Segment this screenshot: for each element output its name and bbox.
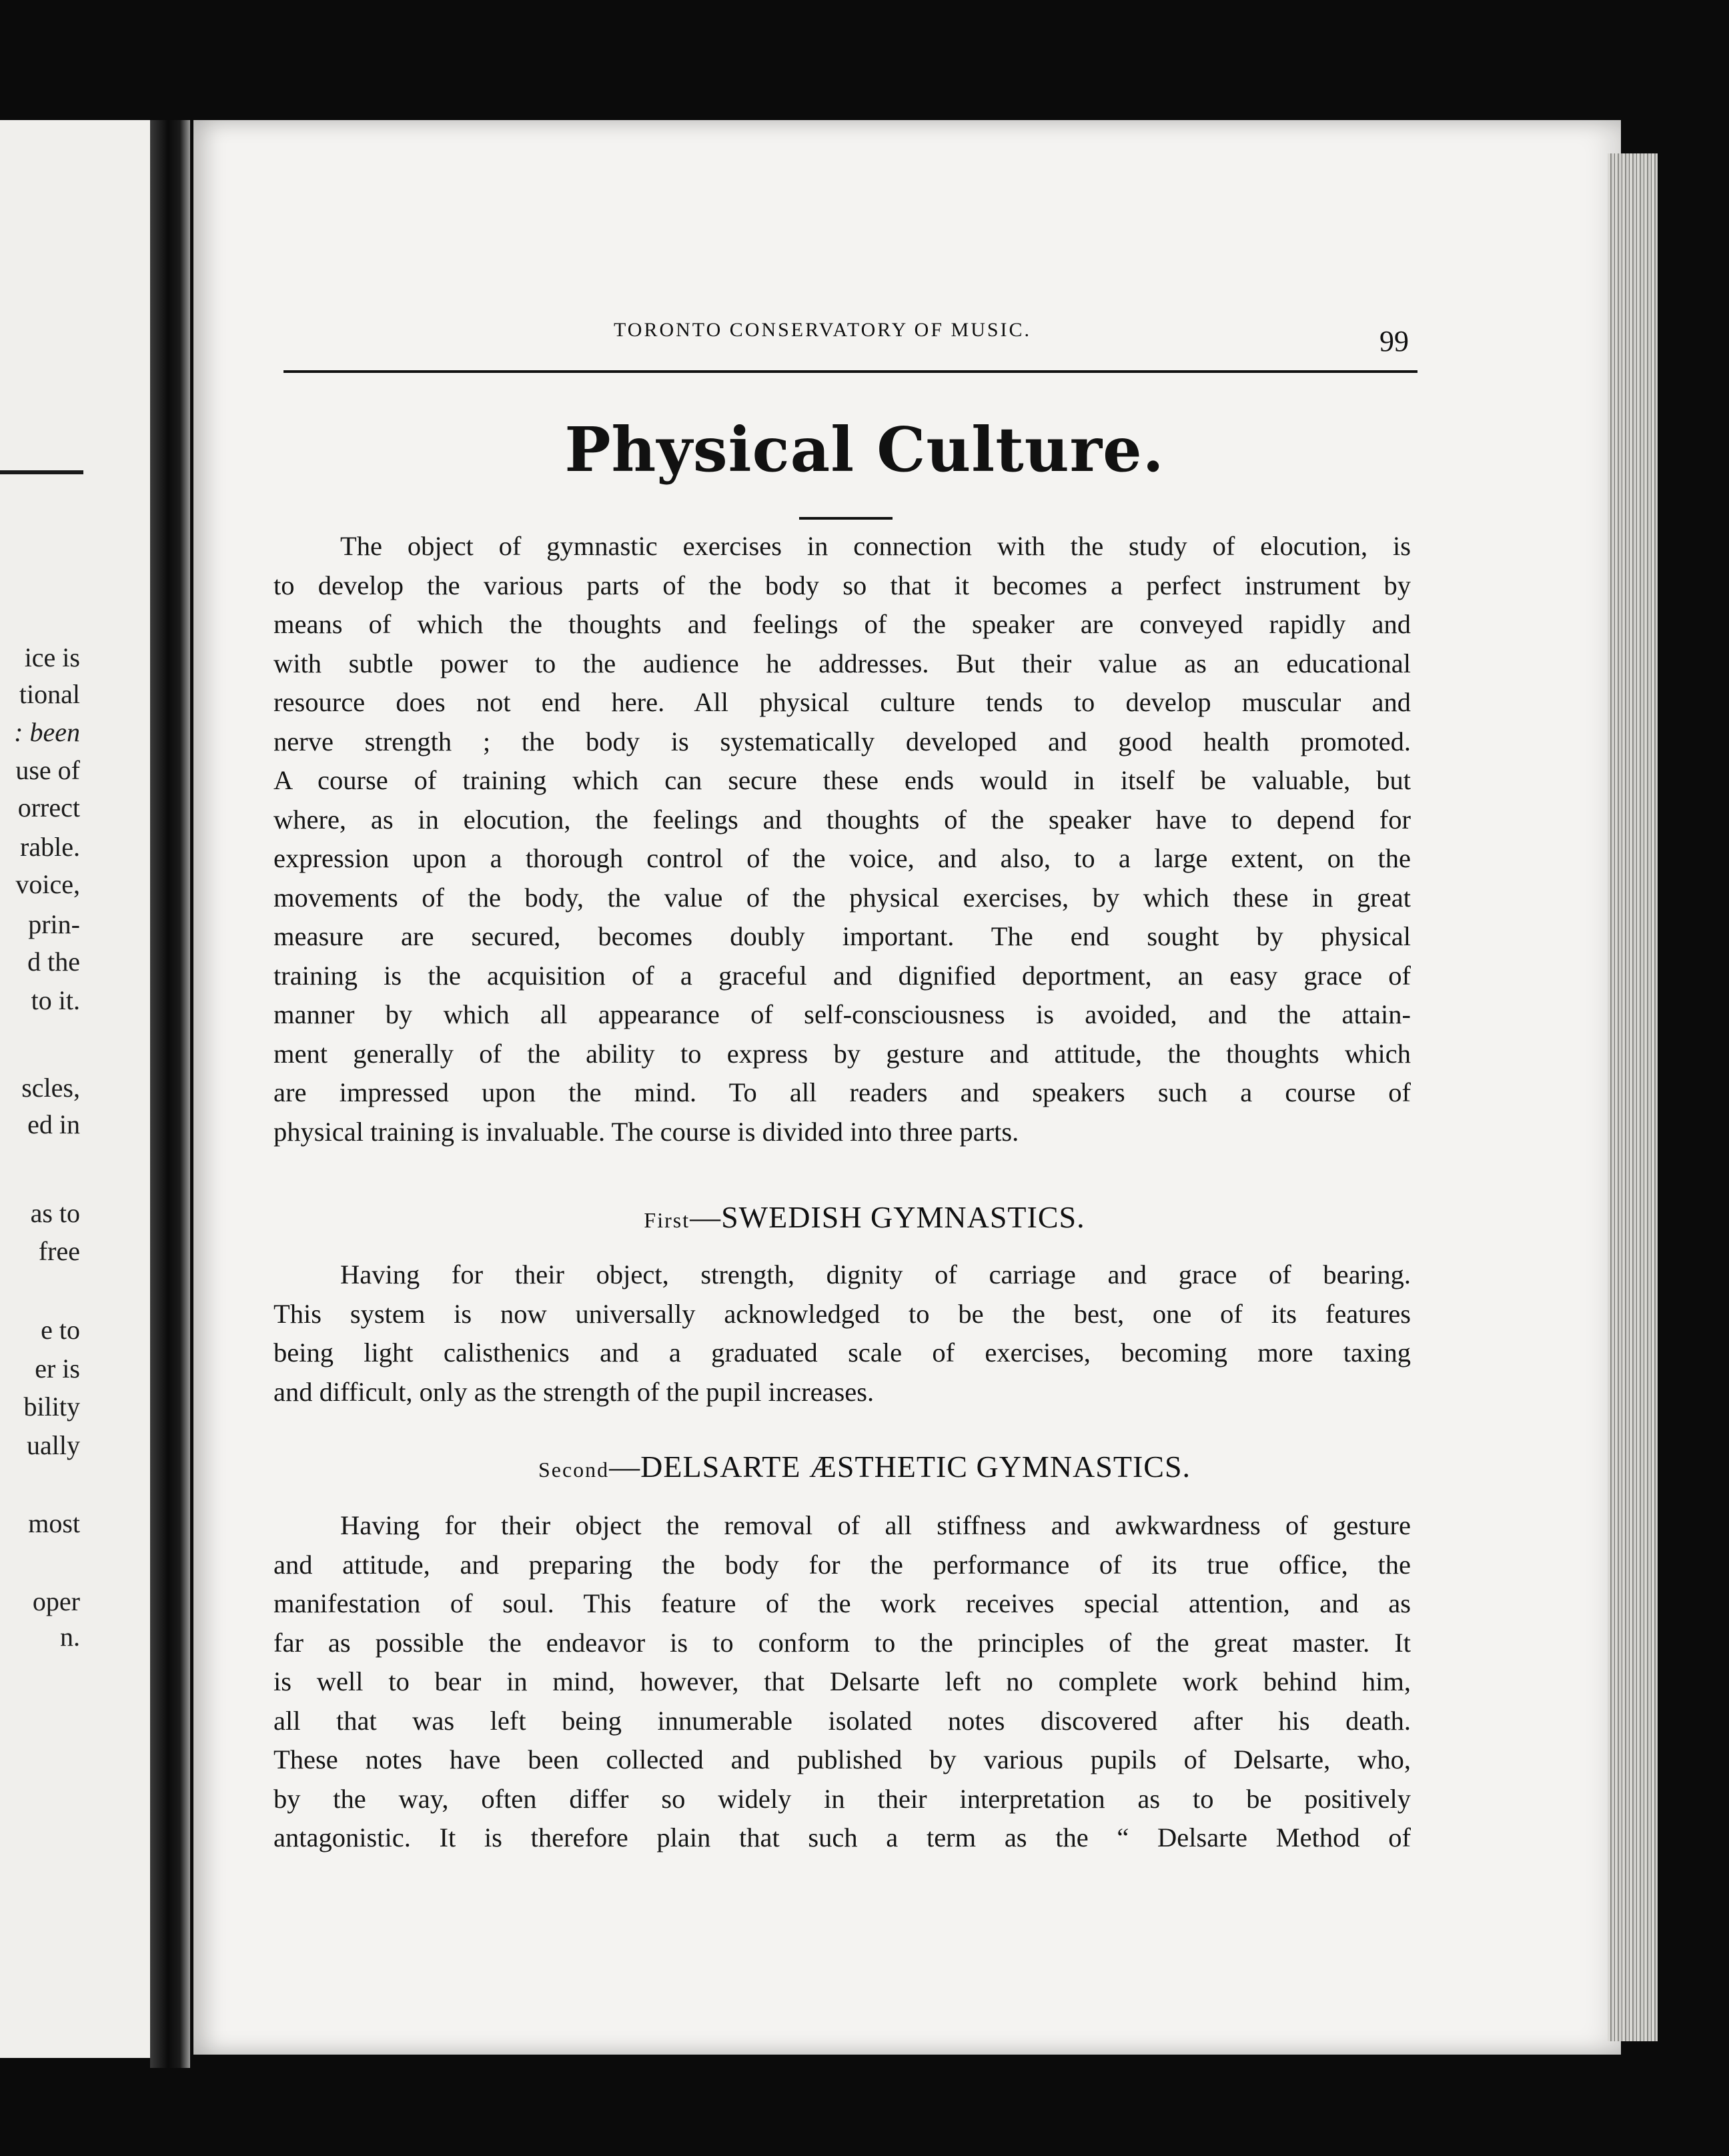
left-page-text-fragment: n. bbox=[60, 1622, 80, 1652]
text-line: means of which the thoughts and feelings of the speaker are conveyed rapidly and bbox=[273, 609, 1411, 639]
left-page-text-fragment: voice, bbox=[15, 869, 80, 899]
chapter-title: Physical Culture. bbox=[564, 414, 1165, 486]
header-rule bbox=[283, 370, 1417, 373]
text-line: are impressed upon the mind. To all readers and speakers such a course of bbox=[273, 1077, 1411, 1107]
left-page-text-fragment: to it. bbox=[31, 985, 80, 1015]
page-number: 99 bbox=[1379, 325, 1409, 358]
text-line: This system is now universally acknowledged to be the best, one of its features bbox=[273, 1298, 1411, 1329]
text-line: Having for their object, strength, dignity of carriage and grace of bearing. bbox=[340, 1259, 1411, 1289]
left-page-text-fragment: as to bbox=[30, 1198, 80, 1228]
text-line: far as possible the endeavor is to conform to the principles of the great master. It bbox=[273, 1627, 1411, 1658]
text-line: ment generally of the ability to express by gesture and attitude, the thoughts which bbox=[273, 1038, 1411, 1069]
text-line: The object of gymnastic exercises in connection with the study of elocution, is bbox=[340, 531, 1411, 561]
section-heading-swedish bbox=[0, 1199, 1729, 1235]
text-line: expression upon a thorough control of the voice, and also, to a large extent, on the bbox=[273, 843, 1411, 873]
swedish-paragraph bbox=[273, 1255, 1411, 1412]
text-line: being light calisthenics and a graduated scale of exercises, becoming more taxing bbox=[273, 1337, 1411, 1368]
left-page-text-fragment: prin- bbox=[28, 909, 80, 939]
left-page-text-fragment: e to bbox=[41, 1315, 80, 1345]
left-page-text-fragment: ice is bbox=[24, 642, 80, 672]
intro-paragraph bbox=[273, 527, 1411, 1151]
text-line: nerve strength ; the body is systematically developed and good health promoted. bbox=[273, 726, 1411, 756]
book-gutter bbox=[150, 120, 190, 2068]
text-line: to develop the various parts of the body so that it becomes a perfect instrument by bbox=[273, 570, 1411, 600]
section-prefix: Second bbox=[538, 1458, 610, 1482]
text-line: where, as in elocution, the feelings and thoughts of the speaker have to depend for bbox=[273, 804, 1411, 835]
text-line: These notes have been collected and published by various pupils of Delsarte, who, bbox=[273, 1744, 1411, 1774]
text-line: training is the acquisition of a graceful and dignified deportment, an easy grace of bbox=[273, 960, 1411, 991]
text-line: manifestation of soul. This feature of the work receives special attention, and as bbox=[273, 1588, 1411, 1618]
left-page-text-fragment: : been bbox=[14, 717, 80, 747]
left-page-text-fragment: tional bbox=[19, 679, 80, 709]
text-line: Having for their object the removal of all stiffness and awkwardness of gesture bbox=[340, 1510, 1411, 1540]
left-page-text-fragment: ually bbox=[27, 1430, 80, 1460]
section-prefix: First bbox=[644, 1208, 690, 1232]
title-rule bbox=[799, 517, 893, 520]
text-line: with subtle power to the audience he addresses. But their value as an educational bbox=[273, 648, 1411, 678]
text-line: manner by which all appearance of self-consciousness is avoided, and the attain- bbox=[273, 999, 1411, 1029]
left-page-text-fragment: free bbox=[38, 1236, 80, 1266]
left-page-text-fragment: most bbox=[28, 1508, 80, 1538]
left-page-text-fragment: d the bbox=[27, 947, 80, 977]
text-line: resource does not end here. All physical culture tends to develop muscular and bbox=[273, 687, 1411, 717]
text-line: A course of training which can secure these ends would in itself be valuable, but bbox=[273, 765, 1411, 795]
section-heading-delsarte bbox=[0, 1449, 1729, 1484]
text-line: physical training is invaluable. The course is divided into three parts. bbox=[273, 1116, 1019, 1147]
left-page-text-fragment: rable. bbox=[20, 832, 80, 862]
left-page-text-fragment: ed in bbox=[27, 1109, 80, 1139]
left-page-text-fragment: er is bbox=[35, 1354, 80, 1384]
text-line: all that was left being innumerable isolated notes discovered after his death. bbox=[273, 1705, 1411, 1736]
text-line: and difficult, only as the strength of the pupil increases. bbox=[273, 1376, 875, 1407]
section-title: —SWEDISH GYMNASTICS. bbox=[690, 1200, 1085, 1234]
text-line: movements of the body, the value of the physical exercises, by which these in great bbox=[273, 882, 1411, 913]
delsarte-paragraph bbox=[273, 1506, 1411, 1858]
left-page-text-fragment: scles, bbox=[21, 1073, 80, 1103]
text-line: by the way, often differ so widely in their interpretation as to be positively bbox=[273, 1783, 1411, 1814]
left-page-text-fragment: bility bbox=[23, 1392, 80, 1422]
text-line: measure are secured, becomes doubly important. The end sought by physical bbox=[273, 921, 1411, 951]
section-title: —DELSARTE ÆSTHETIC GYMNASTICS. bbox=[609, 1450, 1191, 1484]
text-line: is well to bear in mind, however, that Delsarte left no complete work behind him, bbox=[273, 1666, 1411, 1696]
left-page-text-fragment: use of bbox=[15, 755, 80, 785]
text-line: and attitude, and preparing the body for the performance of its true office, the bbox=[273, 1549, 1411, 1580]
left-page-text-fragment: orrect bbox=[17, 792, 80, 823]
running-header-title: TORONTO CONSERVATORY OF MUSIC. bbox=[614, 319, 1032, 341]
left-page-text-fragment: oper bbox=[32, 1586, 80, 1616]
text-line: antagonistic. It is therefore plain that such a term as the “ Delsarte Method of bbox=[273, 1822, 1411, 1852]
